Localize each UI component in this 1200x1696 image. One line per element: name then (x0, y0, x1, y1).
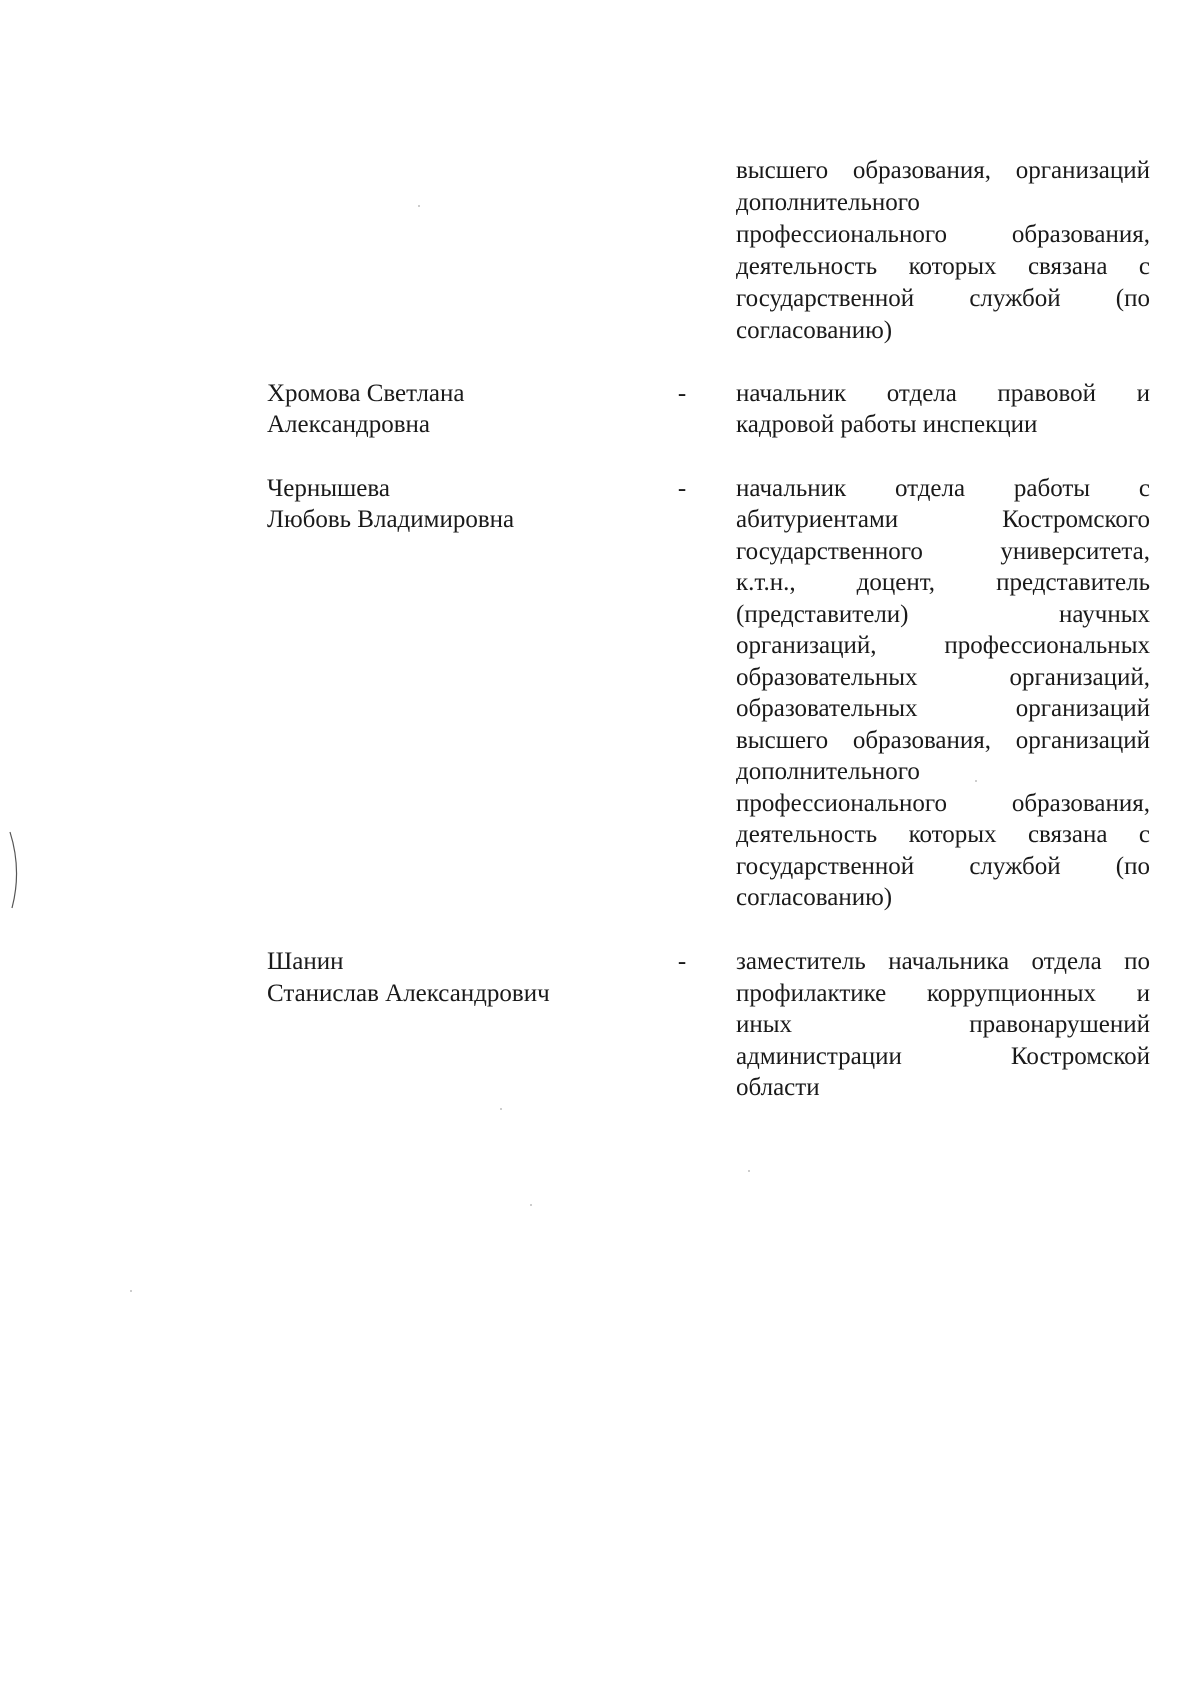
member-role-line: иных правонарушений (736, 1011, 1150, 1038)
binding-mark-icon (8, 830, 22, 910)
member-name-line: Александровна (267, 411, 431, 438)
member-role-line: согласованию) (736, 884, 893, 911)
member-name-line: Чернышева (267, 475, 390, 502)
continuation-line: согласованию) (736, 317, 893, 344)
member-role-line: кадровой работы инспекции (736, 411, 1038, 438)
member-role-line: к.т.н., доцент, представитель (736, 569, 1150, 596)
member-role-line: высшего образования, организаций (736, 727, 1150, 754)
scan-speck (975, 780, 977, 782)
member-role-line: профилактике коррупционных и (736, 980, 1150, 1007)
member-name-line: Хромова Светлана (267, 380, 465, 407)
member-name-line: Любовь Владимировна (267, 506, 515, 533)
continuation-line: дополнительного (736, 189, 920, 216)
scan-speck (530, 1204, 532, 1206)
member-role-line: дополнительного (736, 758, 920, 785)
member-role-line: области (736, 1074, 820, 1101)
member-role-line: государственного университета, (736, 538, 1150, 565)
member-role-line: абитуриентами Костромского (736, 506, 1150, 533)
member-role-line: организаций, профессиональных (736, 632, 1150, 659)
member-name-line: Шанин (267, 948, 344, 975)
separator-dash: - (677, 475, 687, 502)
member-role-line: заместитель начальника отдела по (736, 948, 1150, 975)
member-role-line: администрации Костромской (736, 1043, 1150, 1070)
member-role-line: начальник отдела работы с (736, 475, 1150, 502)
scan-speck (500, 1108, 502, 1110)
member-role-line: начальник отдела правовой и (736, 380, 1150, 407)
separator-dash: - (677, 380, 687, 407)
continuation-line: государственной службой (по (736, 285, 1150, 312)
member-role-line: образовательных организаций, (736, 664, 1150, 691)
member-name-line: Станислав Александрович (267, 980, 550, 1007)
member-role-line: государственной службой (по (736, 853, 1150, 880)
continuation-line: деятельность которых связана с (736, 253, 1150, 280)
member-role-line: (представители) научных (736, 601, 1150, 628)
continuation-line: высшего образования, организаций (736, 157, 1150, 184)
separator-dash: - (677, 948, 687, 975)
scan-speck (418, 205, 420, 207)
member-role-line: профессионального образования, (736, 790, 1150, 817)
scan-speck (130, 1290, 132, 1292)
member-role-line: образовательных организаций (736, 695, 1150, 722)
member-role-line: деятельность которых связана с (736, 821, 1150, 848)
scan-speck (748, 1170, 750, 1172)
continuation-line: профессионального образования, (736, 221, 1150, 248)
